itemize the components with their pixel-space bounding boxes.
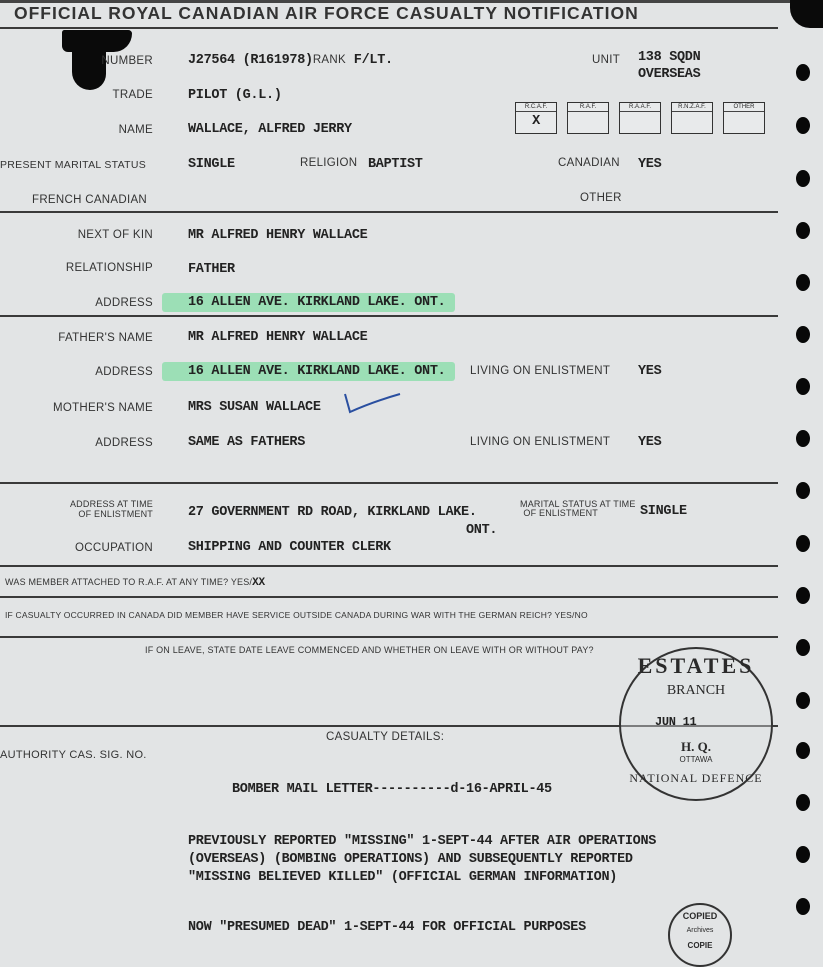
punch-hole <box>796 430 810 447</box>
number-value: J27564 (R161978)RANK F/LT. <box>188 53 393 68</box>
occupation-label: OCCUPATION <box>75 542 153 554</box>
mothers-name-label: MOTHER'S NAME <box>52 402 153 414</box>
punch-hole <box>796 378 810 395</box>
service-box-other: OTHER <box>723 102 765 134</box>
leave-question: IF ON LEAVE, STATE DATE LEAVE COMMENCED AND WHETHER ON LEAVE WITH OR WITHOUT PAY? <box>145 645 594 655</box>
nok-address-value: 16 ALLEN AVE. KIRKLAND LAKE. ONT. <box>162 293 455 312</box>
unit-value-2: OVERSEAS <box>638 67 701 82</box>
name-value: WALLACE, ALFRED JERRY <box>188 122 352 137</box>
stamp-hq: H. Q. <box>681 739 711 754</box>
punch-hole <box>796 846 810 863</box>
copied-stamp <box>668 903 732 967</box>
stamp-date: JUN 11 <box>655 715 697 729</box>
marital-enlistment-label-2: OF ENLISTMENT <box>523 508 598 518</box>
enlistment-address-1: 27 GOVERNMENT RD ROAD, KIRKLAND LAKE. <box>188 505 477 520</box>
other-label: OTHER <box>580 192 622 204</box>
torn-corner <box>790 0 823 28</box>
punch-hole <box>796 692 810 709</box>
punch-hole <box>796 742 810 759</box>
punch-hole <box>796 535 810 552</box>
marital-status-value: SINGLE <box>188 157 235 172</box>
next-of-kin-value: MR ALFRED HENRY WALLACE <box>188 228 368 243</box>
address-enlistment-label-1: ADDRESS AT TIME <box>69 499 153 509</box>
source-line: BOMBER MAIL LETTER----------d-16-APRIL-45 <box>232 782 552 797</box>
punch-hole <box>796 170 810 187</box>
punch-hole <box>796 117 810 134</box>
punch-hole <box>796 326 810 343</box>
address-label: ADDRESS <box>95 297 153 309</box>
stamp-city: OTTAWA <box>679 755 713 764</box>
relationship-label: RELATIONSHIP <box>65 262 153 274</box>
punch-hole <box>796 794 810 811</box>
father-living-value: YES <box>638 364 662 379</box>
punch-hole <box>796 898 810 915</box>
mother-living-label: LIVING ON ENLISTMENT <box>470 436 611 448</box>
authority-label: AUTHORITY CAS. SIG. NO. <box>0 749 147 761</box>
raf-answer: XX <box>252 577 265 589</box>
details-line-3: "MISSING BELIEVED KILLED" (OFFICIAL GERMAN INFORMATION) <box>188 870 618 885</box>
marital-enlistment-value: SINGLE <box>640 504 687 519</box>
religion-label: RELIGION <box>300 157 358 169</box>
checkmark-icon <box>342 390 404 416</box>
mother-address-value: SAME AS FATHERS <box>188 435 306 450</box>
fathers-name-label: FATHER'S NAME <box>58 332 153 344</box>
address-enlistment-label-2: OF ENLISTMENT <box>78 509 153 519</box>
copied-stamp-bottom: COPIE <box>687 941 713 950</box>
service-box-rcaf: R.C.A.F. X <box>515 102 557 134</box>
trade-label: TRADE <box>112 89 153 101</box>
punch-hole <box>796 222 810 239</box>
copied-stamp-top: COPIED <box>682 911 718 921</box>
relationship-value: FATHER <box>188 262 235 277</box>
service-box-raf: R.A.F. <box>567 102 609 134</box>
canada-question: IF CASUALTY OCCURRED IN CANADA DID MEMBER HAVE SERVICE OUTSIDE CANADA DURING WAR WITH THE GERMAN REICH? YES/NO <box>5 610 588 620</box>
service-box-rnzaf: R.N.Z.A.F. <box>671 102 713 134</box>
marital-status-label: PRESENT MARITAL STATUS <box>0 159 147 171</box>
father-address-label: ADDRESS <box>95 366 153 378</box>
copied-stamp-mid: Archives <box>686 927 714 934</box>
unit-label: UNIT <box>592 54 621 66</box>
canadian-value: YES <box>638 157 662 172</box>
punch-hole <box>796 64 810 81</box>
unit-value-1: 138 SQDN <box>638 50 701 65</box>
name-label: NAME <box>118 124 153 136</box>
marital-enlistment-label-1: MARITAL STATUS AT TIME <box>520 499 636 509</box>
french-canadian-label: FRENCH CANADIAN <box>32 194 148 206</box>
presumed-dead-line: NOW "PRESUMED DEAD" 1-SEPT-44 FOR OFFICIAL PURPOSES <box>188 920 586 935</box>
stamp-branch: BRANCH <box>666 683 726 698</box>
punch-hole <box>796 274 810 291</box>
service-box-raaf: R.A.A.F. <box>619 102 661 134</box>
service-mark: X <box>532 114 540 129</box>
estates-branch-stamp <box>619 647 773 801</box>
father-address-value: 16 ALLEN AVE. KIRKLAND LAKE. ONT. <box>162 362 455 381</box>
religion-value: BAPTIST <box>368 157 423 172</box>
punch-hole <box>796 587 810 604</box>
form-title: OFFICIAL ROYAL CANADIAN AIR FORCE CASUALTY NOTIFICATION <box>14 3 639 23</box>
ink-blot <box>72 44 106 90</box>
stamp-bottom-text: NATIONAL DEFENCE <box>629 771 763 785</box>
details-line-2: (OVERSEAS) (BOMBING OPERATIONS) AND SUBSEQUENTLY REPORTED <box>188 852 633 867</box>
enlistment-address-2: ONT. <box>466 523 498 538</box>
mothers-name-value: MRS SUSAN WALLACE <box>188 400 321 415</box>
punch-hole <box>796 639 810 656</box>
trade-value: PILOT (G.L.) <box>188 88 282 103</box>
canadian-label: CANADIAN <box>558 157 620 169</box>
occupation-value: SHIPPING AND COUNTER CLERK <box>188 540 391 555</box>
punch-hole <box>796 482 810 499</box>
rank-label: RANK <box>312 54 346 66</box>
casualty-details-label: CASUALTY DETAILS: <box>326 731 445 743</box>
fathers-name-value: MR ALFRED HENRY WALLACE <box>188 330 368 345</box>
next-of-kin-label: NEXT OF KIN <box>77 229 153 241</box>
number-label: NUMBER <box>101 55 153 67</box>
mother-living-value: YES <box>638 435 662 450</box>
rank-value: F/LT. <box>353 53 393 68</box>
raf-question: WAS MEMBER ATTACHED TO R.A.F. AT ANY TIME? YES/XX <box>5 577 265 589</box>
father-living-label: LIVING ON ENLISTMENT <box>470 365 611 377</box>
mother-address-label: ADDRESS <box>95 437 153 449</box>
stamp-top-text: ESTATES <box>637 653 755 678</box>
details-line-1: PREVIOUSLY REPORTED "MISSING" 1-SEPT-44 AFTER AIR OPERATIONS <box>188 834 657 849</box>
